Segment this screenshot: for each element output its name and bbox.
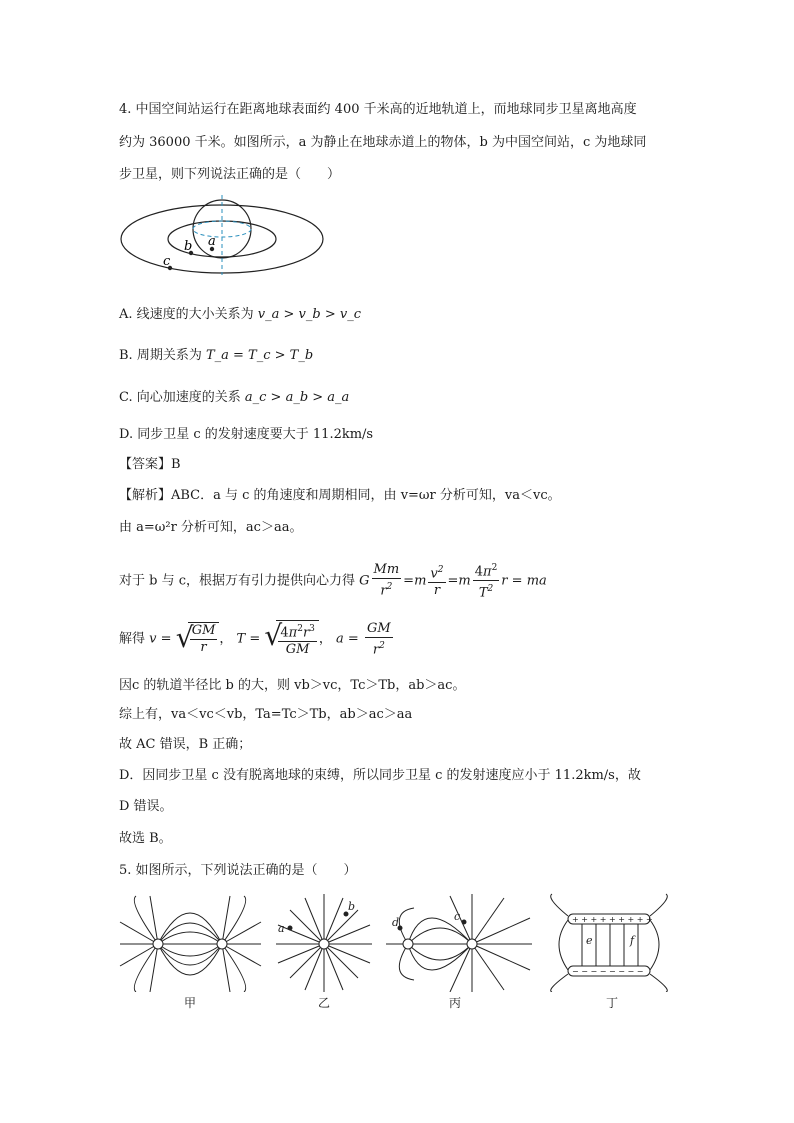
field-diagram-bing [384, 892, 534, 992]
analysis-line6: 综上有，va＜vc＜vb，Ta=Tc＞Tb，ab＞ac＞aa [119, 707, 413, 722]
option-d: D. 同步卫星 c 的发射速度要大于 11.2km/s [119, 427, 374, 442]
caption-ding: 丁 [606, 996, 619, 1010]
analysis-line4-text: 解得 [119, 631, 146, 647]
orbit-figure [118, 195, 328, 277]
analysis-line1: 【解析】ABC．a 与 c 的角速度和周期相同，由 v=ωr 分析可知，va＜vc。 [119, 488, 561, 503]
q4-stem-line2: 约为 36000 千米。如图所示，a 为静止在地球赤道上的物体，b 为中国空间站，c 为地球同 [119, 135, 647, 150]
svg-text:+ + + + + + + + +: + + + + + + + + + [572, 915, 653, 924]
analysis-line7: 故 AC 错误，B 正确； [119, 737, 252, 752]
q4-stem-line1: 4. 中国空间站运行在距离地球表面约 400 千米高的近地轨道上，而地球同步卫星离地高度 [119, 102, 637, 117]
label-c: c [163, 254, 171, 269]
label-f-ding: f [630, 934, 635, 947]
option-c-text: C. 向心加速度的关系 [119, 390, 241, 405]
answer: 【答案】B [119, 457, 181, 472]
analysis-line4: 解得 v = √ $\frac{GM}{r}$ ， T = √ $\frac{4\pi^2r^3}{GM}$ ， a = $\frac{GM}{r^2}$ [119, 620, 395, 658]
label-a-yi: a [278, 922, 285, 935]
option-b-math: T_a = T_c > T_b [205, 348, 314, 363]
label-b: b [184, 239, 193, 254]
caption-yi: 乙 [318, 996, 331, 1010]
label-d-bing: d [392, 916, 400, 929]
option-b [119, 346, 313, 366]
label-c-bing: c [454, 910, 461, 923]
analysis-line3-text: 对于 b 与 c，根据万有引力提供向心力得 [119, 573, 355, 589]
caption-jia: 甲 [184, 996, 197, 1010]
analysis-line2: 由 a=ω²r 分析可知，ac＞aa。 [119, 520, 303, 535]
label-e-ding: e [586, 934, 593, 947]
q4-stem-line3: 步卫星，则下列说法正确的是（ ） [119, 167, 341, 182]
q5-stem: 5. 如图所示，下列说法正确的是（ ） [119, 863, 357, 878]
option-a [119, 305, 361, 325]
field-diagram-ding [548, 892, 668, 992]
caption-bing: 丙 [449, 996, 462, 1010]
analysis-line3: 对于 b 与 c，根据万有引力提供向心力得 G $\frac{Mm}{r^2}$ =m $\frac{v^2}{r}$ =m $\frac{4\pi^2}{T^2}$ r = ma [119, 560, 547, 602]
analysis-line5: 因c 的轨道半径比 b 的大，则 vb＞vc，Tc＞Tb，ab＞ac。 [119, 678, 466, 693]
option-c-math: a_c > a_b > a_a [244, 390, 350, 405]
option-b-text: B. 周期关系为 [119, 348, 202, 363]
option-a-text: A. 线速度的大小关系为 [119, 307, 254, 322]
label-a: a [208, 234, 216, 249]
svg-text:− − − − − − − −: − − − − − − − − [572, 967, 644, 976]
analysis-line8: D．因同步卫星 c 没有脱离地球的束缚，所以同步卫星 c 的发射速度应小于 11.2km/s，故 [119, 768, 641, 783]
analysis-line10: 故选 B。 [119, 831, 172, 846]
option-c [119, 388, 349, 408]
analysis-line9: D 错误。 [119, 799, 173, 814]
label-b-yi: b [348, 900, 356, 913]
field-diagram-jia [118, 892, 263, 992]
field-diagram-yi [274, 892, 374, 992]
option-a-math: v_a > v_b > v_c [257, 307, 361, 322]
